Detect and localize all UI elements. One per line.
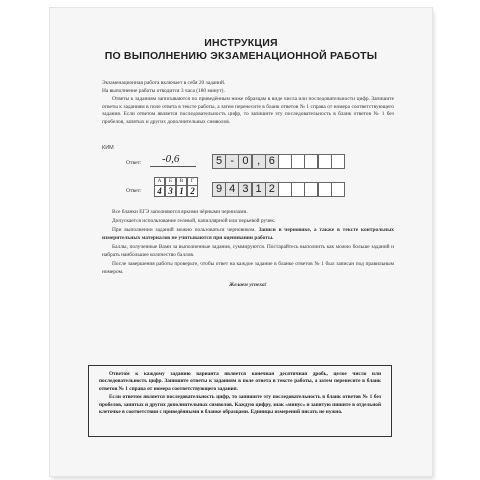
answer-cell <box>331 154 345 169</box>
answer-cell <box>318 154 332 169</box>
handwritten-answer-1: -0,6 <box>162 153 180 165</box>
answer-cell: - <box>225 154 239 169</box>
answer-cell <box>291 182 305 197</box>
answer-cell: , <box>252 154 266 169</box>
match-value: 2 <box>187 185 199 197</box>
body-ink-rule: Все бланки ЕГЭ заполняются яркими чёрными чернилами. <box>112 209 248 215</box>
body-check-rule: После завершения работы проверьте, чтобы ответ на каждое задание в бланке ответов № 1 был записан под правильным номером. <box>102 261 394 275</box>
instruction-page <box>50 8 432 476</box>
body-draft-not-counted: Записи в черновике, а также в тексте контрольных измерительных материалов не учитываются при оценивании работы. <box>102 227 394 241</box>
answer-cells-example-2 <box>212 182 344 197</box>
answer-cell: 4 <box>225 182 239 197</box>
box-paragraph-2: Если ответом является последовательность цифр, то запишите эту последовательность в бланк ответов № 1 без пробелов, запятых и других дополнительных символов. Каждую цифру, знак «минус» и запятую пишите в отдельной клеточке в соответствии с приведёнными в бланке образцами. Единицы измерений писать не нужно. <box>99 394 381 416</box>
answer-rules-box <box>88 365 392 437</box>
match-table-example <box>154 177 198 197</box>
match-header: В <box>176 177 188 186</box>
answer-cells-example-1 <box>212 154 344 169</box>
answer-cell <box>291 154 305 169</box>
answer-cell: 2 <box>265 182 279 197</box>
answer-cell: 5 <box>212 154 226 169</box>
body-points-rule: Баллы, полученные Вами за выполненные задания, суммируются. Постарайтесь выполнить как можно больше заданий и набрать наибольшее количество баллов. <box>102 244 394 258</box>
answer-label-1: Ответ: <box>126 160 142 166</box>
page-title: ИНСТРУКЦИЯ <box>204 37 278 49</box>
answer-cell <box>304 154 318 169</box>
body-draft-rule <box>102 227 394 242</box>
answer-cell: 6 <box>265 154 279 169</box>
answer-cell: 0 <box>238 154 252 169</box>
intro-tasks-count: Экзаменационная работа включает в себя 20 заданий. <box>102 80 226 86</box>
answer-underline-1 <box>150 166 196 167</box>
answer-cell <box>278 154 292 169</box>
answer-cell <box>304 182 318 197</box>
match-header: Б <box>165 177 177 186</box>
body-pen-rule: Допускается использование гелевой, капиллярной или перьевой ручек. <box>112 218 276 224</box>
good-luck-text: Желаем успеха! <box>229 282 267 288</box>
answer-cell: 3 <box>238 182 252 197</box>
answer-cell <box>278 182 292 197</box>
answer-cell <box>331 182 345 197</box>
answer-label-2: Ответ: <box>126 188 142 194</box>
answer-cell: 1 <box>252 182 266 197</box>
intro-time-limit: На выполнение работы отводится 3 часа (180 минут). <box>102 88 225 94</box>
intro-answer-rules: Ответы к заданиям записываются по приведённым ниже образцам в виде числа или последовательности цифр. Запишите ответы к заданиям в поле ответа в тексте работы, а затем перенесите в бланк ответов № 1 справа от номера соответствующего задания. Если ответом является последовательность цифр, то запишите эту последовательность в бланк ответов № 1 без пробелов, запятых и других дополнительных символов. <box>102 96 394 125</box>
match-value: 4 <box>154 185 166 197</box>
box-paragraph-1: Ответом к каждому заданию варианта является конечная десятичная дробь, целое число или последовательность цифр. Запишите ответы к заданиям в поле ответа в тексте работы, а затем перенесите в бланк ответов № 1 справа от номера соответствующего задания. <box>99 371 381 392</box>
match-value: 1 <box>176 185 188 197</box>
page-subtitle: ПО ВЫПОЛНЕНИЮ ЭКЗАМЕНАЦИОННОЙ РАБОТЫ <box>104 50 378 62</box>
answer-cell: 9 <box>212 182 226 197</box>
answer-cell <box>318 182 332 197</box>
match-header: Г <box>187 177 199 186</box>
match-header: А <box>154 177 166 186</box>
kim-label: КИМ <box>102 145 114 151</box>
match-value: 3 <box>165 185 177 197</box>
body-draft-allowed: При выполнении заданий можно пользоваться черновиком. <box>112 227 256 233</box>
